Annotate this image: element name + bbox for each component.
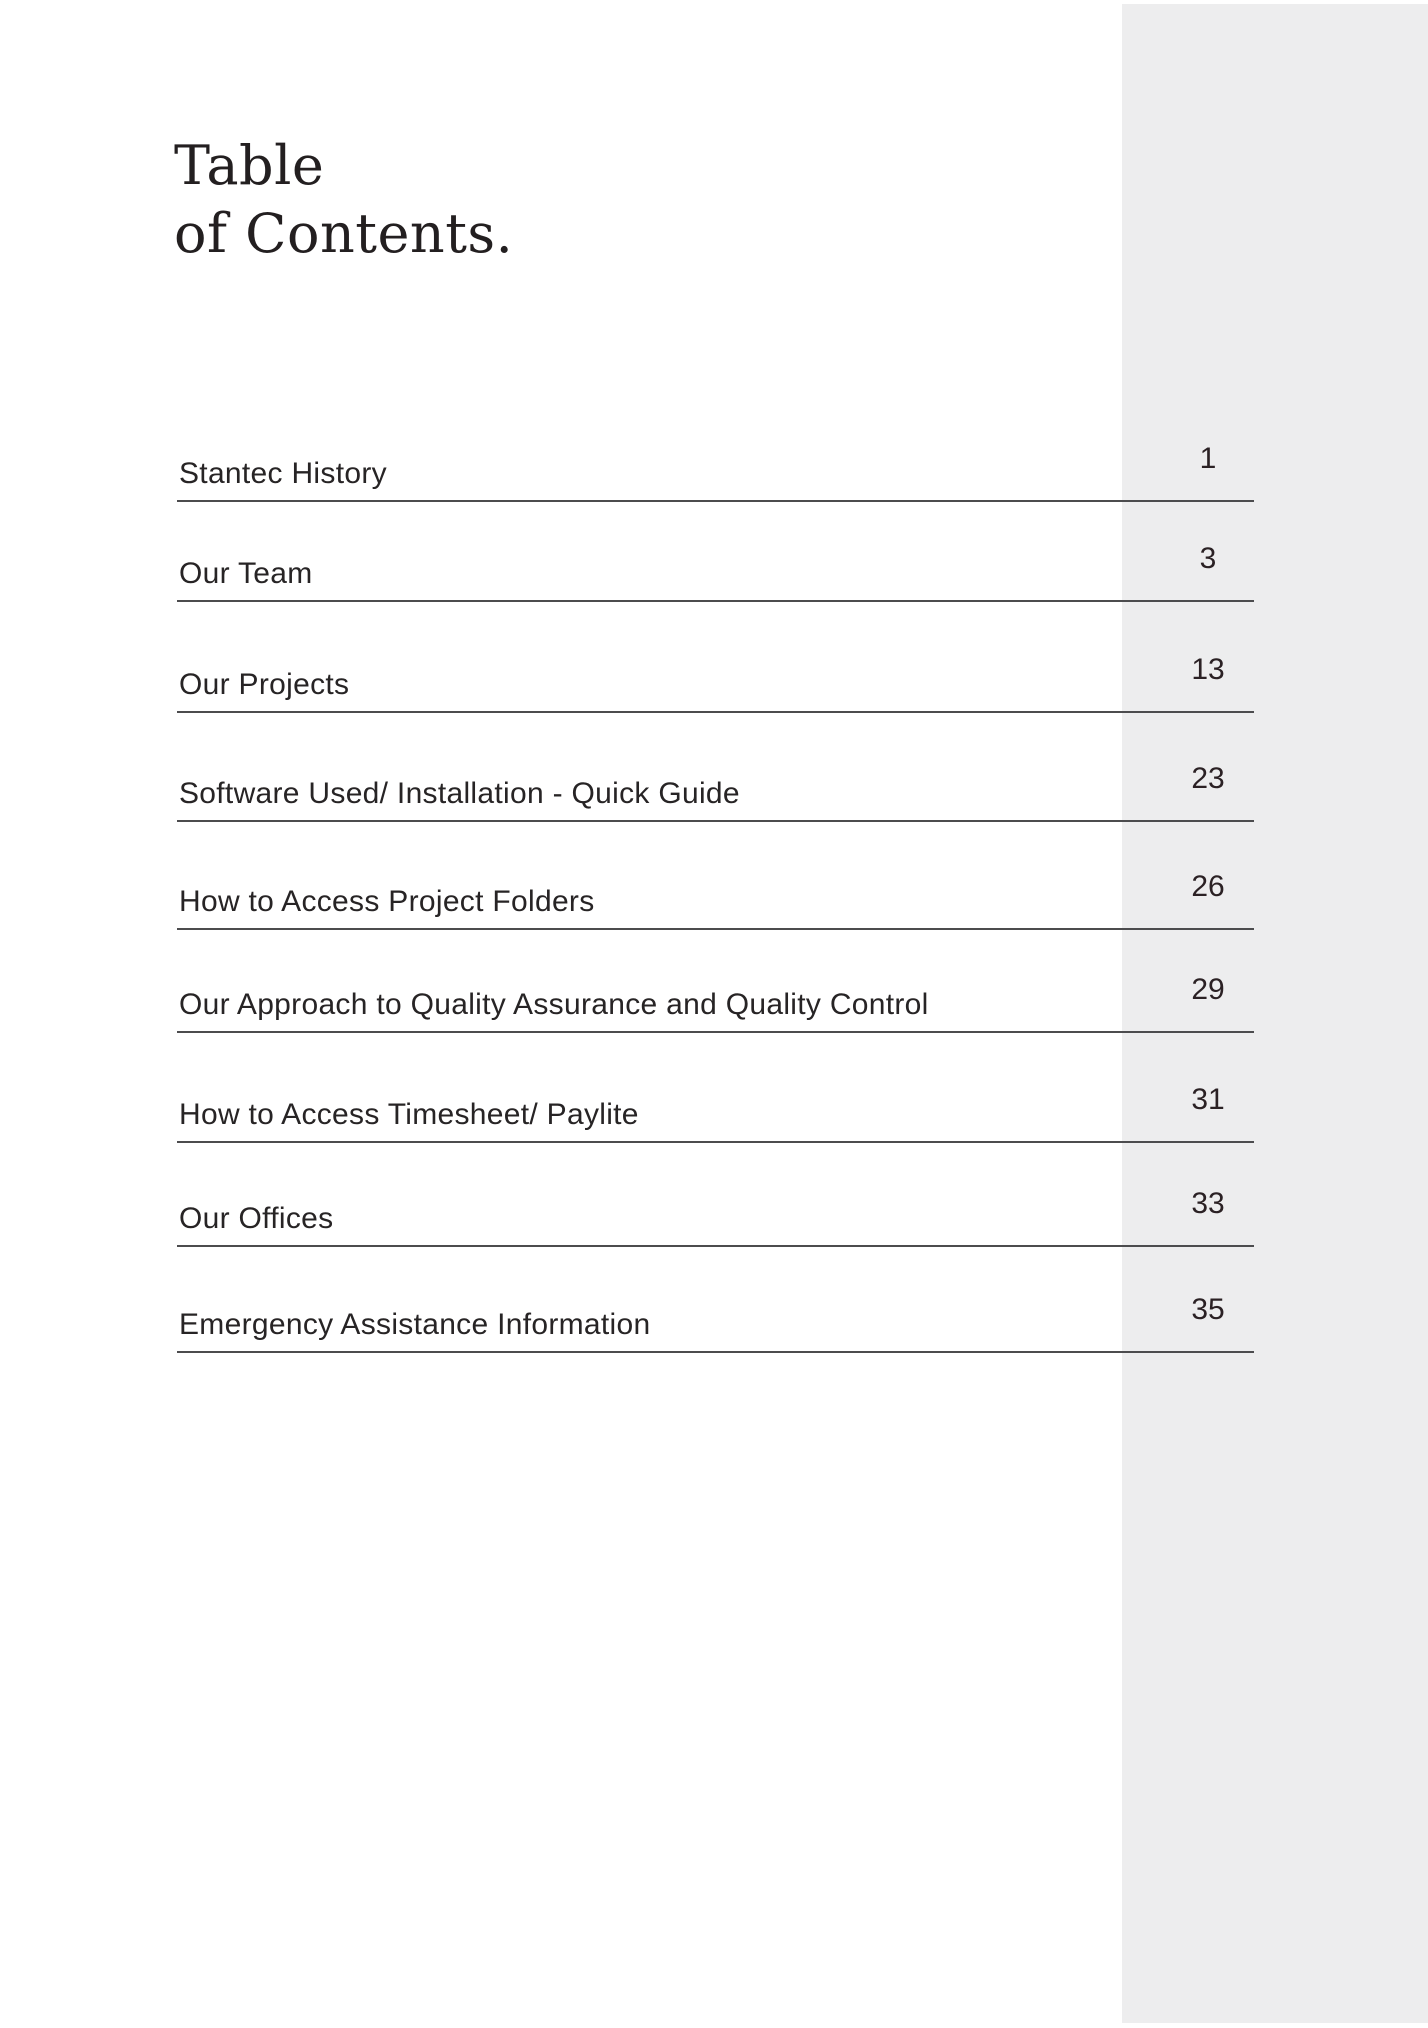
toc-row bbox=[177, 710, 1254, 822]
toc-row bbox=[177, 818, 1254, 930]
toc-row bbox=[177, 921, 1254, 1033]
page-title-line-2: of Contents. bbox=[174, 202, 514, 265]
toc-page-number: 35 bbox=[1191, 1293, 1225, 1326]
toc-page-number: 3 bbox=[1199, 542, 1217, 575]
toc-page-number: 29 bbox=[1191, 973, 1225, 1006]
toc-entry-label: Our Projects bbox=[179, 668, 350, 701]
toc-entry-label: How to Access Project Folders bbox=[179, 885, 595, 918]
page-title-line-1: Table bbox=[174, 134, 325, 197]
toc-row bbox=[177, 1031, 1254, 1143]
toc-page-number: 26 bbox=[1191, 870, 1225, 903]
toc-entry-label: Stantec History bbox=[179, 457, 387, 490]
toc-entry-label: Emergency Assistance Information bbox=[179, 1308, 651, 1341]
toc-entry-label: Our Offices bbox=[179, 1202, 334, 1235]
toc-page-number: 33 bbox=[1191, 1187, 1225, 1220]
toc-page-number: 23 bbox=[1191, 762, 1225, 795]
toc-row bbox=[177, 1241, 1254, 1353]
toc-row bbox=[177, 390, 1254, 502]
toc-row bbox=[177, 1135, 1254, 1247]
toc-row bbox=[177, 490, 1254, 602]
toc-row bbox=[177, 601, 1254, 713]
toc-page-number: 13 bbox=[1191, 653, 1225, 686]
toc-entry-label: Our Approach to Quality Assurance and Quality Control bbox=[179, 988, 929, 1021]
toc-entry-label: Software Used/ Installation - Quick Guide bbox=[179, 777, 740, 810]
toc-entry-label: How to Access Timesheet/ Paylite bbox=[179, 1098, 639, 1131]
divider-line bbox=[177, 1351, 1254, 1353]
toc-page-number: 1 bbox=[1199, 442, 1217, 475]
toc-entry-label: Our Team bbox=[179, 557, 313, 590]
toc-page-number: 31 bbox=[1191, 1083, 1225, 1116]
